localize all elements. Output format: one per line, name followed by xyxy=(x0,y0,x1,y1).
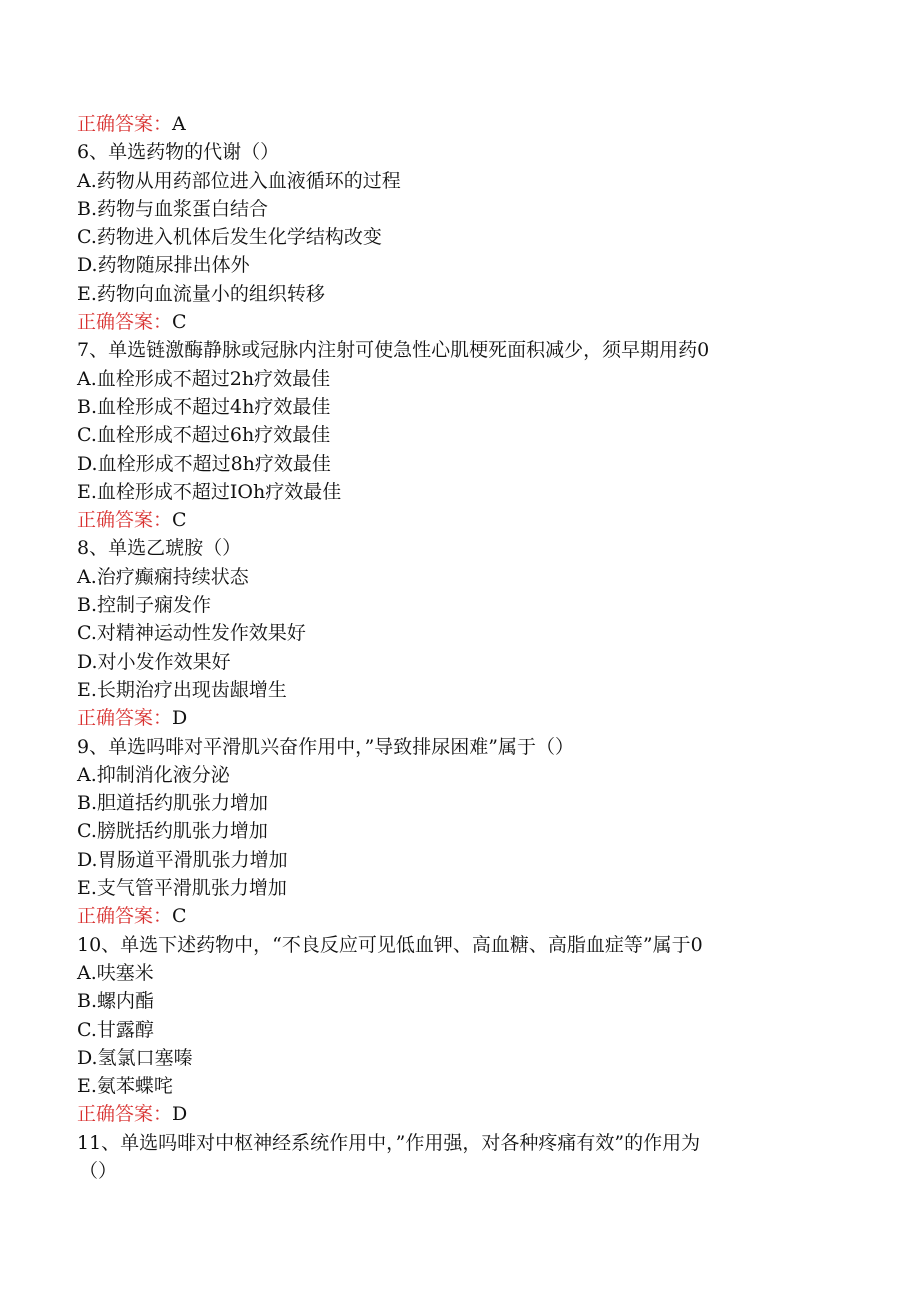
answer-option: C.药物进入机体后发生化学结构改变 xyxy=(77,226,382,249)
answer-option: B.胆道括约肌张力增加 xyxy=(77,792,269,815)
correct-answer-value: A xyxy=(172,113,186,135)
question-stem: 11、单选吗啡对中枢神经系统作用中，”作用强，对各种疼痛有效”的作用为 xyxy=(77,1131,701,1154)
answer-option: E.血栓形成不超过IOh疗效最佳 xyxy=(77,480,342,503)
answer-option: A.呋塞米 xyxy=(77,961,154,984)
answer-option: B.血栓形成不超过4h疗效最佳 xyxy=(77,395,331,418)
answer-option: D.对小发作效果好 xyxy=(77,650,231,673)
correct-answer-label: 正确答案： xyxy=(77,707,173,730)
correct-answer-line xyxy=(77,110,837,138)
exam-document xyxy=(77,110,837,1185)
correct-answer-line xyxy=(77,704,837,732)
correct-answer-line xyxy=(77,308,837,336)
correct-answer-value: C xyxy=(172,311,187,334)
answer-option: D.药物随尿排出体外 xyxy=(77,254,250,277)
answer-option: C.甘露醇 xyxy=(77,1018,154,1041)
question-stem: 6、单选药物的代谢（） xyxy=(77,141,280,164)
answer-option: A.治疗癫痫持续状态 xyxy=(77,565,249,588)
correct-answer-line xyxy=(77,902,837,930)
correct-answer-value: C xyxy=(172,905,187,928)
correct-answer-line xyxy=(77,1100,837,1128)
answer-option: D.氢氯口塞嗪 xyxy=(77,1046,193,1069)
answer-option: A.血栓形成不超过2h疗效最佳 xyxy=(77,367,331,390)
answer-option: B.控制子痫发作 xyxy=(77,594,212,617)
correct-answer-label: 正确答案： xyxy=(77,113,173,135)
correct-answer-value: D xyxy=(172,1103,188,1126)
question-stem: 8、单选乙琥胺（） xyxy=(77,537,242,560)
correct-answer-label: 正确答案： xyxy=(77,311,173,334)
answer-option: E.氨苯蝶咤 xyxy=(77,1075,173,1098)
answer-option: B.药物与血浆蛋白结合 xyxy=(77,197,269,220)
correct-answer-line xyxy=(77,506,837,534)
answer-option: D.胃肠道平滑肌张力增加 xyxy=(77,848,288,871)
answer-option: C.对精神运动性发作效果好 xyxy=(77,622,306,645)
question-stem: 9、单选吗啡对平滑肌兴奋作用中，”导致排尿困难”属于（） xyxy=(77,735,575,758)
answer-option: E.药物向血流量小的组织转移 xyxy=(77,282,325,305)
correct-answer-value: D xyxy=(172,707,188,730)
answer-option: C.膀胱括约肌张力增加 xyxy=(77,820,268,843)
question-stem: 10、单选下述药物中，“不良反应可见低血钾、高血糖、高脂血症等”属于0 xyxy=(77,933,703,956)
answer-option: E.长期治疗出现齿龈增生 xyxy=(77,678,287,701)
answer-option: C.血栓形成不超过6h疗效最佳 xyxy=(77,424,331,447)
answer-option: D.血栓形成不超过8h疗效最佳 xyxy=(77,452,331,475)
question-stem: 7、单选链激酶静脉或冠脉内注射可使急性心肌梗死面积减少，须早期用药0 xyxy=(77,339,710,362)
answer-option: A.药物从用药部位进入血液循环的过程 xyxy=(77,169,401,192)
correct-answer-value: C xyxy=(172,509,187,532)
question-stem-continued: （） xyxy=(79,1159,118,1182)
correct-answer-label: 正确答案： xyxy=(77,905,173,928)
correct-answer-label: 正确答案： xyxy=(77,509,173,532)
answer-option: A.抑制消化液分泌 xyxy=(77,763,230,786)
answer-option: E.支气管平滑肌张力增加 xyxy=(77,877,287,900)
correct-answer-label: 正确答案： xyxy=(77,1103,173,1126)
answer-option: B.螺内酯 xyxy=(77,990,155,1013)
